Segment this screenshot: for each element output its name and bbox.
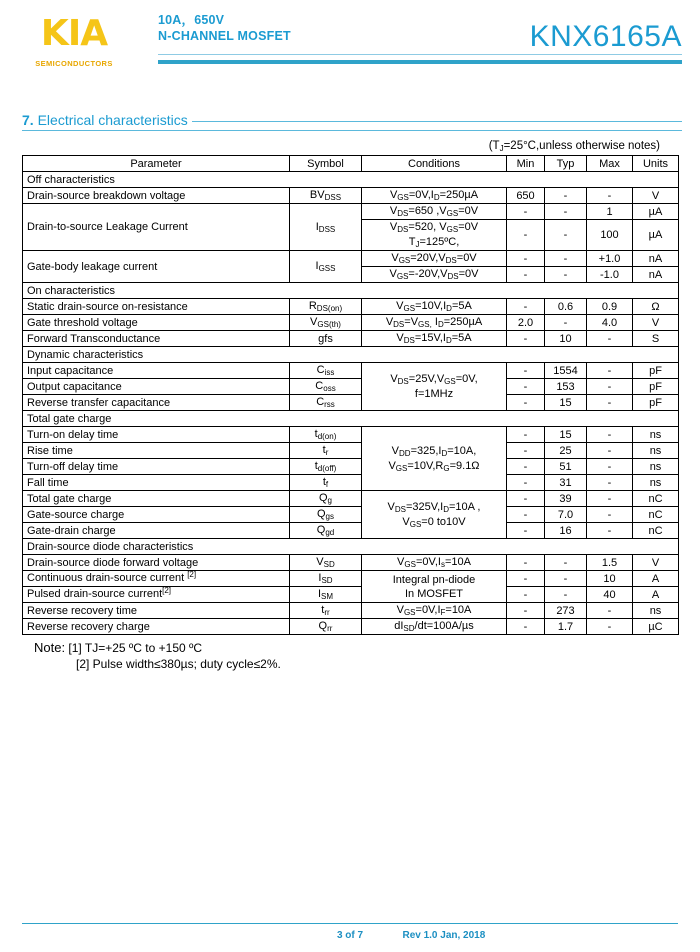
row-symbol: $I_{SD}$ (290, 571, 362, 587)
row-min: - (507, 251, 545, 267)
section-label-off: Off characteristics (23, 172, 679, 188)
section-heading-text (22, 112, 188, 128)
table-row (23, 491, 679, 507)
row-min: - (507, 587, 545, 603)
footer-content (22, 930, 678, 944)
row-min: - (507, 603, 545, 619)
section-heading-rule (192, 121, 682, 122)
row-min: 650 (507, 188, 545, 204)
row-parameter: Gate-source charge (23, 507, 290, 523)
footer-divider (22, 923, 678, 924)
row-units: pF (633, 363, 679, 379)
row-typ: 153 (545, 379, 587, 395)
table-row (23, 603, 679, 619)
row-units: ns (633, 427, 679, 443)
row-min: - (507, 220, 545, 251)
table-row (23, 204, 679, 220)
row-conditions: $V_{GS}=0V,I_F=10A$ (362, 603, 507, 619)
row-symbol: $C_{iss}$ (290, 363, 362, 379)
row-symbol: $Q_{rr}$ (290, 619, 362, 635)
note-label: Note: (34, 640, 66, 655)
row-max: - (587, 491, 633, 507)
row-min: - (507, 459, 545, 475)
row-symbol: $Q_{gs}$ (290, 507, 362, 523)
row-parameter: Turn-on delay time (23, 427, 290, 443)
row-units: ns (633, 443, 679, 459)
row-typ: 15 (545, 427, 587, 443)
row-units: ns (633, 603, 679, 619)
row-parameter: Gate threshold voltage (23, 315, 290, 331)
table-row (23, 395, 679, 411)
col-header-symbol: Symbol (290, 156, 362, 172)
section-title-label: Electrical characteristics (37, 112, 188, 128)
row-conditions: $V_{GS}=10V,I_D=5A$ (362, 299, 507, 315)
section-number: 7. (22, 112, 34, 128)
row-max: - (587, 603, 633, 619)
row-units: A (633, 587, 679, 603)
table-row (23, 427, 679, 443)
col-header-typ: Typ (545, 156, 587, 172)
row-units: pF (633, 395, 679, 411)
section-label-dynamic: Dynamic characteristics (23, 347, 679, 363)
row-min: - (507, 475, 545, 491)
row-symbol: $I_{SM}$ (290, 587, 362, 603)
table-row (23, 379, 679, 395)
header-rule-thick (158, 60, 682, 64)
row-units: S (633, 331, 679, 347)
row-symbol: $Q_{gd}$ (290, 523, 362, 539)
row-typ: 31 (545, 475, 587, 491)
row-conditions: $V_{GS}=-20V,V_{DS}=0V$ (362, 267, 507, 283)
table-row (23, 555, 679, 571)
row-typ: - (545, 315, 587, 331)
row-units: nA (633, 251, 679, 267)
row-max: - (587, 619, 633, 635)
row-symbol: $t_{d(off)}$ (290, 459, 362, 475)
row-units: nC (633, 491, 679, 507)
row-conditions: $V_{GS}=0V,I_s=10A$ (362, 555, 507, 571)
row-symbol: $C_{oss}$ (290, 379, 362, 395)
row-max: - (587, 475, 633, 491)
col-header-conditions: Conditions (362, 156, 507, 172)
table-row (23, 571, 679, 587)
global-test-condition (0, 140, 660, 152)
note-item-1: [1] TJ=+25 ºC to +150 ºC (68, 641, 203, 655)
part-number: KNX6165A (529, 20, 682, 53)
row-conditions: $V_{GS}=20V,V_{DS}=0V$ (362, 251, 507, 267)
row-units: nC (633, 507, 679, 523)
row-max: - (587, 395, 633, 411)
page-number: 3 of 7 (336, 930, 364, 941)
row-min: - (507, 331, 545, 347)
table-section-row (23, 283, 679, 299)
row-units: µA (633, 204, 679, 220)
row-max: +1.0 (587, 251, 633, 267)
cond-note-prefix: (T (488, 140, 500, 152)
row-symbol: $t_{d(on)}$ (290, 427, 362, 443)
row-parameter: Drain-source breakdown voltage (23, 188, 290, 204)
row-units: ns (633, 475, 679, 491)
row-parameter: Turn-off delay time (23, 459, 290, 475)
row-typ: 10 (545, 331, 587, 347)
row-max: - (587, 507, 633, 523)
row-conditions: $V_{DS}=V_{GS,}$ $I_D=250\mu A$ (362, 315, 507, 331)
row-max: - (587, 379, 633, 395)
table-row (23, 299, 679, 315)
row-min: - (507, 523, 545, 539)
row-parameter-text: Continuous drain-source current (27, 572, 185, 584)
row-units: V (633, 555, 679, 571)
col-header-max: Max (587, 156, 633, 172)
row-conditions-merged: $V_{DS}=325V,I_D=10A$ , $V_{GS}=0$ to10V (362, 491, 507, 539)
row-typ: - (545, 267, 587, 283)
table-row (23, 251, 679, 267)
row-conditions-merged: $V_{DS}=25V,V_{GS}=0V$, f=1MHz (362, 363, 507, 411)
row-symbol: $V_{SD}$ (290, 555, 362, 571)
row-min: - (507, 619, 545, 635)
section-label-on: On characteristics (23, 283, 679, 299)
row-max: - (587, 331, 633, 347)
row-parameter: Gate-drain charge (23, 523, 290, 539)
row-symbol: $Q_g$ (290, 491, 362, 507)
row-parameter: Drain-to-source Leakage Current (23, 204, 290, 251)
row-units: V (633, 188, 679, 204)
header-divider-group (158, 54, 682, 64)
table-row (23, 475, 679, 491)
row-typ: 7.0 (545, 507, 587, 523)
row-conditions-merged: $V_{DD}=325,I_D=10A$, $V_{GS}=10V,R_G=9.1\Omega$ (362, 427, 507, 491)
row-symbol: $I_{GSS}$ (290, 251, 362, 283)
row-conditions: $dI_{SD}/dt=100A/\mu s$ (362, 619, 507, 635)
company-logo (18, 12, 130, 68)
row-units: V (633, 315, 679, 331)
row-units: A (633, 571, 679, 587)
row-max: 1 (587, 204, 633, 220)
row-max: - (587, 523, 633, 539)
row-max: - (587, 443, 633, 459)
table-body (23, 172, 679, 635)
row-parameter: Drain-source diode forward voltage (23, 555, 290, 571)
electrical-characteristics-table (22, 155, 679, 635)
row-max: - (587, 363, 633, 379)
product-type: N-CHANNEL MOSFET (158, 29, 291, 43)
row-typ: 1554 (545, 363, 587, 379)
table-row (23, 331, 679, 347)
note-line-1 (34, 640, 700, 656)
row-parameter: Input capacitance (23, 363, 290, 379)
row-max: 0.9 (587, 299, 633, 315)
table-row (23, 363, 679, 379)
row-parameter: Rise time (23, 443, 290, 459)
row-parameter: Forward Transconductance (23, 331, 290, 347)
row-typ: - (545, 587, 587, 603)
logo-tagline: SEMICONDUCTORS (35, 59, 113, 68)
table-row (23, 619, 679, 635)
row-parameter-text: Pulsed drain-source current (27, 588, 163, 600)
revision-label: Rev 1.0 Jan, 2018 (402, 930, 486, 941)
row-parameter: Static drain-source on-resistance (23, 299, 290, 315)
cond-note-sub: J (499, 144, 504, 153)
row-min: - (507, 299, 545, 315)
col-header-parameter: Parameter (23, 156, 290, 172)
table-header-row (23, 156, 679, 172)
row-units: nC (633, 523, 679, 539)
row-units: ns (633, 459, 679, 475)
col-header-min: Min (507, 156, 545, 172)
row-max: 40 (587, 587, 633, 603)
table-row (23, 315, 679, 331)
row-parameter (23, 571, 290, 587)
row-max: - (587, 459, 633, 475)
table-section-row (23, 347, 679, 363)
row-parameter: Total gate charge (23, 491, 290, 507)
table-row (23, 507, 679, 523)
row-min: - (507, 395, 545, 411)
table-row (23, 523, 679, 539)
row-parameter-footnote: [2] (162, 586, 172, 595)
row-parameter-footnote: [2] (187, 570, 197, 579)
table-row (23, 443, 679, 459)
row-parameter: Fall time (23, 475, 290, 491)
row-typ: 15 (545, 395, 587, 411)
row-symbol: $V_{GS(th)}$ (290, 315, 362, 331)
row-max: 4.0 (587, 315, 633, 331)
row-parameter (23, 587, 290, 603)
row-symbol: $t_r$ (290, 443, 362, 459)
row-typ: - (545, 188, 587, 204)
row-min: - (507, 571, 545, 587)
section-underline (22, 130, 682, 131)
table-row (23, 587, 679, 603)
row-min: - (507, 555, 545, 571)
row-parameter: Reverse recovery time (23, 603, 290, 619)
row-min: - (507, 443, 545, 459)
row-parameter: Gate-body leakage current (23, 251, 290, 283)
row-typ: 273 (545, 603, 587, 619)
col-header-units: Units (633, 156, 679, 172)
row-min: - (507, 507, 545, 523)
row-typ: - (545, 204, 587, 220)
row-units: nA (633, 267, 679, 283)
row-parameter: Reverse recovery charge (23, 619, 290, 635)
row-typ: 39 (545, 491, 587, 507)
row-max: 10 (587, 571, 633, 587)
table-row (23, 188, 679, 204)
row-typ: 16 (545, 523, 587, 539)
note-item-2: [2] Pulse width≤380µs; duty cycle≤2%. (76, 657, 281, 671)
cond-note-suffix: =25°C,unless otherwise notes) (503, 140, 660, 152)
table-section-row (23, 539, 679, 555)
row-symbol: $R_{DS(on)}$ (290, 299, 362, 315)
table-section-row (23, 172, 679, 188)
row-typ: - (545, 555, 587, 571)
row-symbol: $C_{rss}$ (290, 395, 362, 411)
row-conditions: $V_{DS}=520$, $V_{GS}=0V$ $T_J=125ºC$, (362, 220, 507, 251)
table-notes (34, 640, 700, 672)
section-label-gate-charge: Total gate charge (23, 411, 679, 427)
section-label-diode: Drain-source diode characteristics (23, 539, 679, 555)
row-conditions-merged: Integral pn-diode In MOSFET (362, 571, 507, 603)
row-conditions: $V_{GS}=0V,I_D=250\mu A$ (362, 188, 507, 204)
row-max: - (587, 427, 633, 443)
header-rule-thin (158, 54, 682, 55)
row-min: 2.0 (507, 315, 545, 331)
row-typ: 1.7 (545, 619, 587, 635)
row-typ: - (545, 251, 587, 267)
row-symbol: gfs (290, 331, 362, 347)
table-section-row (23, 411, 679, 427)
row-min: - (507, 379, 545, 395)
row-units: µC (633, 619, 679, 635)
row-symbol: $t_{rr}$ (290, 603, 362, 619)
row-max: - (587, 188, 633, 204)
row-min: - (507, 427, 545, 443)
row-symbol: $I_{DSS}$ (290, 204, 362, 251)
row-min: - (507, 267, 545, 283)
row-parameter: Output capacitance (23, 379, 290, 395)
product-rating: 10A，650V (158, 13, 225, 27)
row-units: Ω (633, 299, 679, 315)
row-typ: 51 (545, 459, 587, 475)
table-row (23, 459, 679, 475)
row-typ: - (545, 571, 587, 587)
row-symbol: $t_f$ (290, 475, 362, 491)
row-max: 100 (587, 220, 633, 251)
row-conditions: $V_{DS}=650$ $,V_{GS}=0V$ (362, 204, 507, 220)
row-min: - (507, 491, 545, 507)
row-units: pF (633, 379, 679, 395)
row-typ: - (545, 220, 587, 251)
row-min: - (507, 363, 545, 379)
page-footer (0, 923, 700, 944)
row-max: 1.5 (587, 555, 633, 571)
row-max: -1.0 (587, 267, 633, 283)
row-typ: 25 (545, 443, 587, 459)
row-conditions: $V_{DS}=15V,I_D=5A$ (362, 331, 507, 347)
logo-wordmark: KIA (40, 13, 108, 54)
page-header (0, 0, 700, 92)
row-symbol: $BV_{DSS}$ (290, 188, 362, 204)
row-parameter: Reverse transfer capacitance (23, 395, 290, 411)
row-typ: 0.6 (545, 299, 587, 315)
section-heading (22, 112, 682, 128)
row-min: - (507, 204, 545, 220)
row-units: µA (633, 220, 679, 251)
